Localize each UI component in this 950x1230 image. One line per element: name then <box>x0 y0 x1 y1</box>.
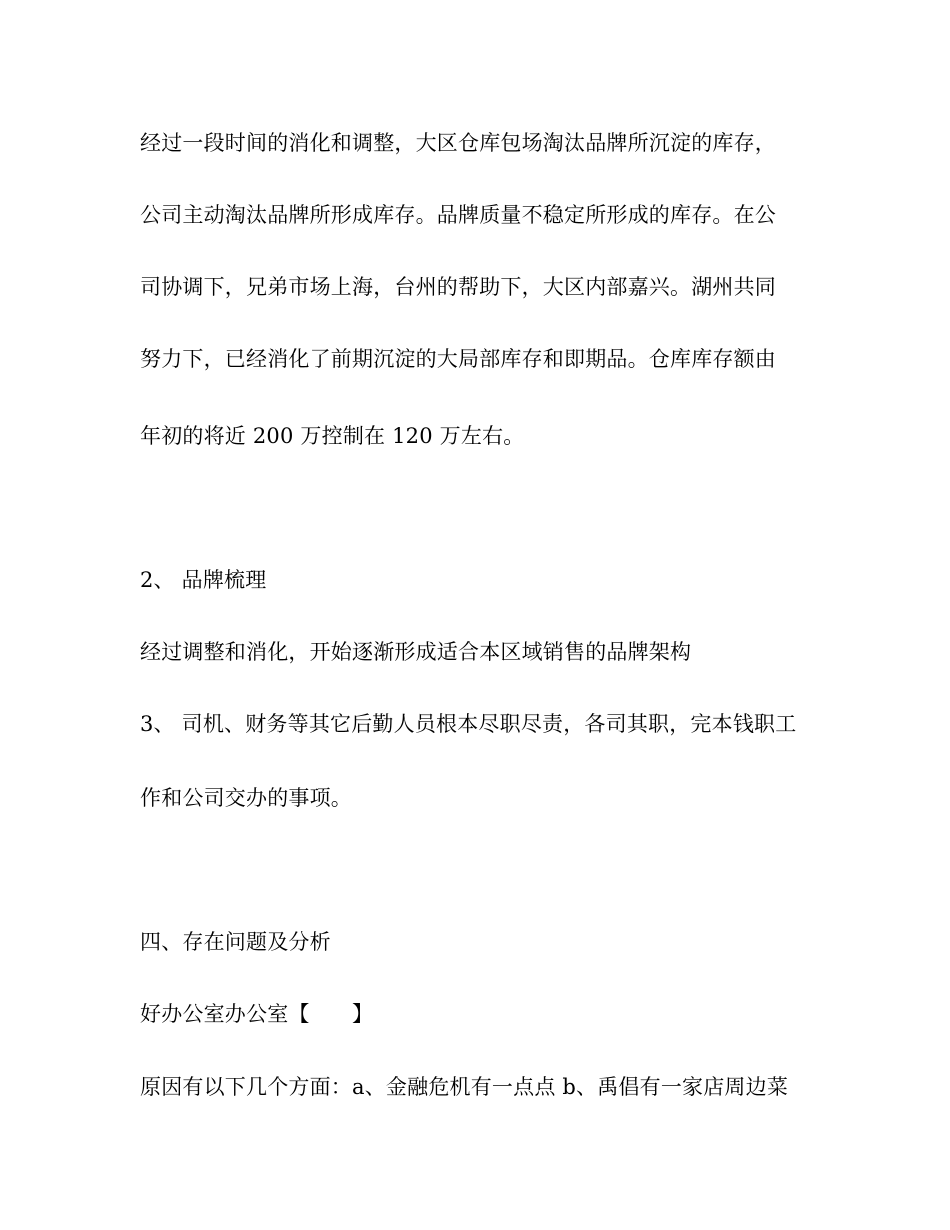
section-heading-brand: 2、 品牌梳理 <box>140 568 267 592</box>
paragraph-line-brand: 经过调整和消化，开始逐渐形成适合本区域销售的品牌架构 <box>140 640 692 664</box>
paragraph-line-staff-2: 作和公司交办的事项。 <box>140 786 352 810</box>
paragraph-line-3: 司协调下，兄弟市场上海，台州的帮助下，大区内部嘉兴。湖州共同 <box>140 275 776 299</box>
paragraph-line-2: 公司主动淘汰品牌所形成库存。品牌质量不稳定所形成的库存。在公 <box>140 203 776 227</box>
section-heading-problems: 四、存在问题及分析 <box>140 930 331 954</box>
paragraph-line-4: 努力下，已经消化了前期沉淀的大局部库存和即期品。仓库库存额由 <box>140 347 776 371</box>
paragraph-line-staff-1: 3、 司机、财务等其它后勤人员根本尽职尽责，各司其职，完本钱职工 <box>140 712 797 736</box>
paragraph-line-1: 经过一段时间的消化和调整，大区仓库包场淘汰品牌所沉淀的库存， <box>140 131 776 155</box>
paragraph-line-reasons: 原因有以下几个方面：a、金融危机有一点点 b、禹倡有一家店周边菜 <box>140 1075 789 1099</box>
paragraph-line-office: 好办公室办公室【 】 <box>140 1002 374 1026</box>
paragraph-line-5: 年初的将近 200 万控制在 120 万左右。 <box>140 424 525 448</box>
